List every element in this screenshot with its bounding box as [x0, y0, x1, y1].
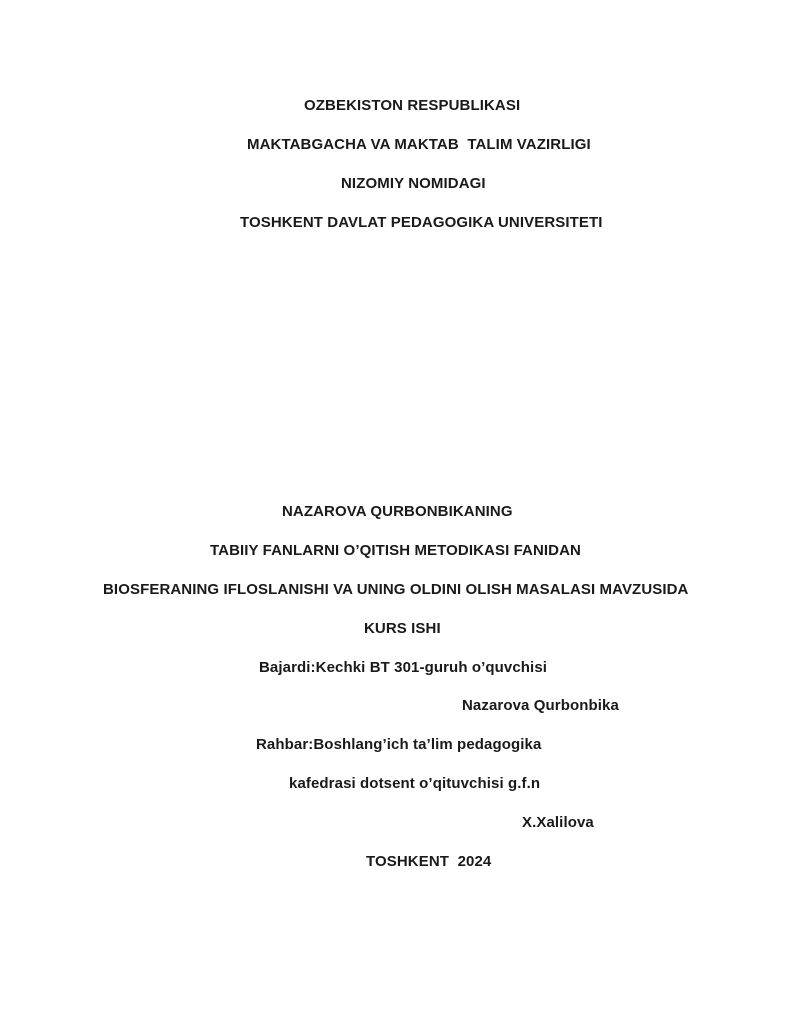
subject-heading: TABIIY FANLARNI O’QITISH METODIKASI FANIDAN	[210, 542, 581, 559]
supervisor-line-1: Rahbar:Boshlang’ich ta’lim pedagogika	[256, 736, 542, 753]
university-name-heading: TOSHKENT DAVLAT PEDAGOGIKA UNIVERSITETI	[240, 214, 603, 231]
work-type-heading: KURS ISHI	[364, 620, 441, 637]
performed-by-line: Bajardi:Kechki BT 301-guruh o’quvchisi	[259, 659, 548, 676]
author-heading: NAZAROVA QURBONBIKANING	[282, 503, 513, 520]
city-year-footer: TOSHKENT 2024	[366, 853, 492, 870]
supervisor-name: X.Xalilova	[522, 814, 594, 831]
ministry-name-heading: MAKTABGACHA VA MAKTAB TALIM VAZIRLIGI	[247, 136, 591, 153]
topic-heading: BIOSFERANING IFLOSLANISHI VA UNING OLDINI OLISH MASALASI MAVZUSIDA	[103, 581, 689, 598]
supervisor-line-2: kafedrasi dotsent o’qituvchisi g.f.n	[289, 775, 541, 792]
student-name: Nazarova Qurbonbika	[462, 697, 619, 714]
ministry-country-heading: OZBEKISTON RESPUBLIKASI	[304, 97, 521, 114]
named-after-heading: NIZOMIY NOMIDAGI	[341, 175, 486, 192]
